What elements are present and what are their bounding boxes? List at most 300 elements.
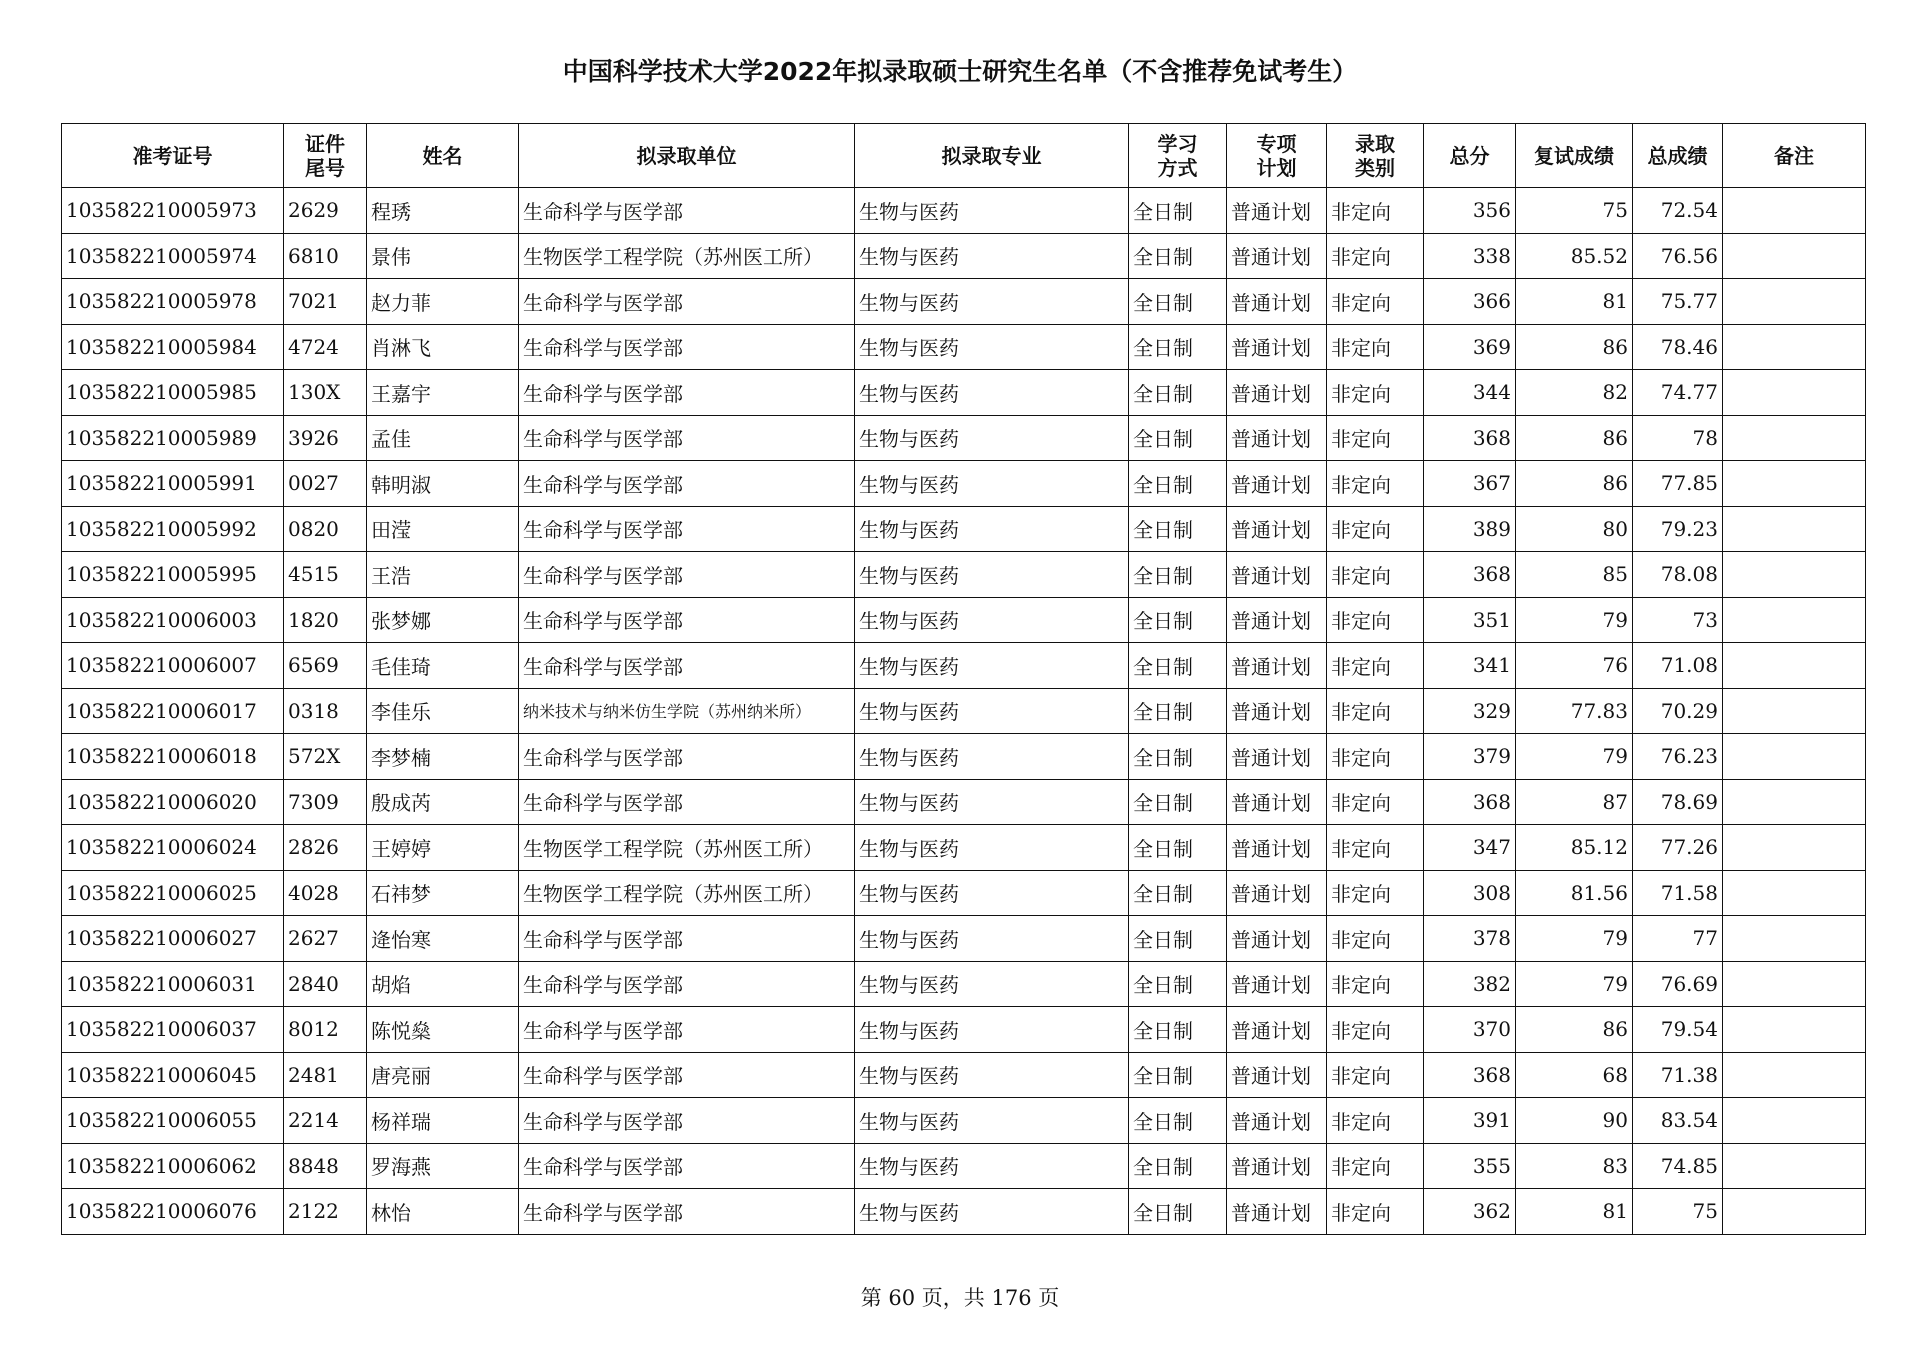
cell-unit: 生命科学与医学部 <box>519 188 855 234</box>
cell-category: 非定向 <box>1327 324 1424 370</box>
cell-id-suffix: 572X <box>284 734 367 780</box>
cell-overall: 77 <box>1633 916 1723 962</box>
cell-category: 非定向 <box>1327 279 1424 325</box>
header-category: 录取 类别 <box>1327 124 1424 188</box>
cell-total: 368 <box>1424 1052 1516 1098</box>
cell-plan: 普通计划 <box>1227 233 1327 279</box>
cell-name: 陈悦燊 <box>367 1007 519 1053</box>
cell-unit: 生命科学与医学部 <box>519 370 855 416</box>
cell-major: 生物与医药 <box>855 961 1129 1007</box>
cell-retest: 83 <box>1516 1143 1633 1189</box>
cell-id-suffix: 3926 <box>284 415 367 461</box>
admission-table <box>61 123 1866 1235</box>
cell-retest: 87 <box>1516 779 1633 825</box>
table-row <box>62 188 1866 234</box>
cell-note <box>1723 870 1866 916</box>
table-row <box>62 779 1866 825</box>
cell-total: 368 <box>1424 779 1516 825</box>
cell-id-suffix: 7309 <box>284 779 367 825</box>
cell-mode: 全日制 <box>1129 870 1227 916</box>
cell-ticket: 103582210006031 <box>62 961 284 1007</box>
cell-ticket: 103582210006076 <box>62 1189 284 1235</box>
cell-category: 非定向 <box>1327 370 1424 416</box>
cell-plan: 普通计划 <box>1227 370 1327 416</box>
cell-plan: 普通计划 <box>1227 1143 1327 1189</box>
cell-category: 非定向 <box>1327 779 1424 825</box>
header-name: 姓名 <box>367 124 519 188</box>
cell-overall: 72.54 <box>1633 188 1723 234</box>
cell-plan: 普通计划 <box>1227 779 1327 825</box>
cell-ticket: 103582210006025 <box>62 870 284 916</box>
cell-retest: 77.83 <box>1516 688 1633 734</box>
cell-id-suffix: 0318 <box>284 688 367 734</box>
cell-major: 生物与医药 <box>855 643 1129 689</box>
table-row <box>62 643 1866 689</box>
cell-total: 369 <box>1424 324 1516 370</box>
cell-plan: 普通计划 <box>1227 688 1327 734</box>
cell-note <box>1723 1098 1866 1144</box>
cell-mode: 全日制 <box>1129 825 1227 871</box>
cell-mode: 全日制 <box>1129 1143 1227 1189</box>
cell-unit: 生命科学与医学部 <box>519 1052 855 1098</box>
cell-overall: 71.08 <box>1633 643 1723 689</box>
table-row <box>62 461 1866 507</box>
cell-plan: 普通计划 <box>1227 1052 1327 1098</box>
cell-overall: 75.77 <box>1633 279 1723 325</box>
cell-total: 368 <box>1424 552 1516 598</box>
cell-plan: 普通计划 <box>1227 324 1327 370</box>
cell-unit: 生命科学与医学部 <box>519 1007 855 1053</box>
cell-plan: 普通计划 <box>1227 1189 1327 1235</box>
table-row <box>62 1007 1866 1053</box>
cell-id-suffix: 8012 <box>284 1007 367 1053</box>
cell-retest: 86 <box>1516 415 1633 461</box>
cell-plan: 普通计划 <box>1227 461 1327 507</box>
cell-id-suffix: 2840 <box>284 961 367 1007</box>
cell-total: 378 <box>1424 916 1516 962</box>
cell-category: 非定向 <box>1327 1143 1424 1189</box>
cell-major: 生物与医药 <box>855 506 1129 552</box>
cell-note <box>1723 506 1866 552</box>
cell-name: 逄怡寒 <box>367 916 519 962</box>
cell-unit: 生命科学与医学部 <box>519 734 855 780</box>
cell-overall: 79.54 <box>1633 1007 1723 1053</box>
cell-major: 生物与医药 <box>855 734 1129 780</box>
cell-category: 非定向 <box>1327 188 1424 234</box>
table-row <box>62 688 1866 734</box>
cell-plan: 普通计划 <box>1227 552 1327 598</box>
cell-unit: 生命科学与医学部 <box>519 1098 855 1144</box>
cell-ticket: 103582210005995 <box>62 552 284 598</box>
cell-major: 生物与医药 <box>855 233 1129 279</box>
cell-plan: 普通计划 <box>1227 1098 1327 1144</box>
cell-ticket: 103582210006007 <box>62 643 284 689</box>
table-row <box>62 1098 1866 1144</box>
cell-note <box>1723 1052 1866 1098</box>
cell-name: 胡焰 <box>367 961 519 1007</box>
cell-note <box>1723 1143 1866 1189</box>
cell-plan: 普通计划 <box>1227 643 1327 689</box>
cell-mode: 全日制 <box>1129 324 1227 370</box>
cell-note <box>1723 188 1866 234</box>
cell-major: 生物与医药 <box>855 324 1129 370</box>
header-retest: 复试成绩 <box>1516 124 1633 188</box>
cell-note <box>1723 461 1866 507</box>
cell-category: 非定向 <box>1327 1052 1424 1098</box>
cell-overall: 78.46 <box>1633 324 1723 370</box>
header-unit: 拟录取单位 <box>519 124 855 188</box>
cell-ticket: 103582210006027 <box>62 916 284 962</box>
cell-total: 366 <box>1424 279 1516 325</box>
cell-mode: 全日制 <box>1129 415 1227 461</box>
cell-category: 非定向 <box>1327 1098 1424 1144</box>
cell-ticket: 103582210006062 <box>62 1143 284 1189</box>
cell-category: 非定向 <box>1327 461 1424 507</box>
cell-id-suffix: 2214 <box>284 1098 367 1144</box>
cell-mode: 全日制 <box>1129 552 1227 598</box>
cell-id-suffix: 2826 <box>284 825 367 871</box>
cell-name: 林怡 <box>367 1189 519 1235</box>
cell-retest: 81 <box>1516 279 1633 325</box>
cell-name: 韩明淑 <box>367 461 519 507</box>
header-major: 拟录取专业 <box>855 124 1129 188</box>
cell-category: 非定向 <box>1327 1007 1424 1053</box>
header-total: 总分 <box>1424 124 1516 188</box>
cell-major: 生物与医药 <box>855 461 1129 507</box>
cell-ticket: 103582210005973 <box>62 188 284 234</box>
cell-id-suffix: 0027 <box>284 461 367 507</box>
cell-total: 370 <box>1424 1007 1516 1053</box>
cell-plan: 普通计划 <box>1227 734 1327 780</box>
cell-plan: 普通计划 <box>1227 415 1327 461</box>
cell-total: 362 <box>1424 1189 1516 1235</box>
cell-ticket: 103582210006003 <box>62 597 284 643</box>
cell-ticket: 103582210005989 <box>62 415 284 461</box>
table-row <box>62 1052 1866 1098</box>
cell-overall: 78 <box>1633 415 1723 461</box>
cell-note <box>1723 1189 1866 1235</box>
cell-ticket: 103582210006055 <box>62 1098 284 1144</box>
cell-major: 生物与医药 <box>855 370 1129 416</box>
cell-category: 非定向 <box>1327 961 1424 1007</box>
cell-unit: 生命科学与医学部 <box>519 415 855 461</box>
cell-id-suffix: 4028 <box>284 870 367 916</box>
cell-major: 生物与医药 <box>855 916 1129 962</box>
cell-overall: 78.08 <box>1633 552 1723 598</box>
cell-retest: 79 <box>1516 916 1633 962</box>
table-row <box>62 324 1866 370</box>
cell-id-suffix: 2627 <box>284 916 367 962</box>
cell-overall: 77.85 <box>1633 461 1723 507</box>
cell-retest: 85.52 <box>1516 233 1633 279</box>
cell-category: 非定向 <box>1327 688 1424 734</box>
cell-major: 生物与医药 <box>855 597 1129 643</box>
cell-mode: 全日制 <box>1129 779 1227 825</box>
table-header-row <box>62 124 1866 188</box>
cell-note <box>1723 643 1866 689</box>
cell-unit: 生命科学与医学部 <box>519 279 855 325</box>
cell-category: 非定向 <box>1327 552 1424 598</box>
cell-unit: 纳米技术与纳米仿生学院（苏州纳米所） <box>519 688 855 734</box>
cell-total: 356 <box>1424 188 1516 234</box>
cell-unit: 生命科学与医学部 <box>519 1189 855 1235</box>
cell-mode: 全日制 <box>1129 1189 1227 1235</box>
cell-id-suffix: 0820 <box>284 506 367 552</box>
cell-name: 王浩 <box>367 552 519 598</box>
cell-id-suffix: 130X <box>284 370 367 416</box>
cell-id-suffix: 1820 <box>284 597 367 643</box>
cell-mode: 全日制 <box>1129 233 1227 279</box>
cell-id-suffix: 4724 <box>284 324 367 370</box>
cell-overall: 71.38 <box>1633 1052 1723 1098</box>
cell-name: 王婷婷 <box>367 825 519 871</box>
cell-plan: 普通计划 <box>1227 825 1327 871</box>
cell-retest: 81 <box>1516 1189 1633 1235</box>
cell-major: 生物与医药 <box>855 1098 1129 1144</box>
cell-category: 非定向 <box>1327 506 1424 552</box>
cell-major: 生物与医药 <box>855 688 1129 734</box>
cell-total: 308 <box>1424 870 1516 916</box>
cell-retest: 85 <box>1516 552 1633 598</box>
cell-total: 367 <box>1424 461 1516 507</box>
cell-unit: 生物医学工程学院（苏州医工所） <box>519 825 855 871</box>
cell-overall: 76.23 <box>1633 734 1723 780</box>
cell-total: 391 <box>1424 1098 1516 1144</box>
table-row <box>62 233 1866 279</box>
cell-category: 非定向 <box>1327 1189 1424 1235</box>
cell-major: 生物与医药 <box>855 415 1129 461</box>
cell-plan: 普通计划 <box>1227 279 1327 325</box>
cell-id-suffix: 8848 <box>284 1143 367 1189</box>
header-plan: 专项 计划 <box>1227 124 1327 188</box>
cell-unit: 生物医学工程学院（苏州医工所） <box>519 870 855 916</box>
cell-overall: 76.69 <box>1633 961 1723 1007</box>
cell-name: 肖淋飞 <box>367 324 519 370</box>
table-row <box>62 870 1866 916</box>
cell-name: 殷成芮 <box>367 779 519 825</box>
cell-name: 王嘉宇 <box>367 370 519 416</box>
cell-major: 生物与医药 <box>855 552 1129 598</box>
cell-plan: 普通计划 <box>1227 870 1327 916</box>
cell-total: 347 <box>1424 825 1516 871</box>
cell-name: 张梦娜 <box>367 597 519 643</box>
cell-category: 非定向 <box>1327 643 1424 689</box>
cell-id-suffix: 7021 <box>284 279 367 325</box>
cell-name: 李佳乐 <box>367 688 519 734</box>
cell-retest: 79 <box>1516 961 1633 1007</box>
cell-note <box>1723 233 1866 279</box>
cell-major: 生物与医药 <box>855 779 1129 825</box>
cell-plan: 普通计划 <box>1227 1007 1327 1053</box>
cell-id-suffix: 2122 <box>284 1189 367 1235</box>
cell-retest: 86 <box>1516 324 1633 370</box>
cell-plan: 普通计划 <box>1227 188 1327 234</box>
cell-overall: 83.54 <box>1633 1098 1723 1144</box>
cell-major: 生物与医药 <box>855 188 1129 234</box>
cell-note <box>1723 415 1866 461</box>
table-row <box>62 734 1866 780</box>
cell-name: 李梦楠 <box>367 734 519 780</box>
cell-name: 赵力菲 <box>367 279 519 325</box>
cell-overall: 74.77 <box>1633 370 1723 416</box>
cell-unit: 生命科学与医学部 <box>519 643 855 689</box>
table-row <box>62 961 1866 1007</box>
cell-ticket: 103582210005985 <box>62 370 284 416</box>
cell-unit: 生命科学与医学部 <box>519 324 855 370</box>
cell-ticket: 103582210006018 <box>62 734 284 780</box>
cell-note <box>1723 779 1866 825</box>
cell-mode: 全日制 <box>1129 1052 1227 1098</box>
table-row <box>62 552 1866 598</box>
table-row <box>62 825 1866 871</box>
cell-unit: 生物医学工程学院（苏州医工所） <box>519 233 855 279</box>
cell-overall: 73 <box>1633 597 1723 643</box>
cell-total: 338 <box>1424 233 1516 279</box>
cell-id-suffix: 4515 <box>284 552 367 598</box>
cell-mode: 全日制 <box>1129 1098 1227 1144</box>
cell-retest: 79 <box>1516 597 1633 643</box>
cell-note <box>1723 734 1866 780</box>
cell-name: 石祎梦 <box>367 870 519 916</box>
cell-retest: 90 <box>1516 1098 1633 1144</box>
cell-plan: 普通计划 <box>1227 597 1327 643</box>
cell-name: 毛佳琦 <box>367 643 519 689</box>
cell-mode: 全日制 <box>1129 597 1227 643</box>
cell-plan: 普通计划 <box>1227 916 1327 962</box>
cell-name: 杨祥瑞 <box>367 1098 519 1144</box>
cell-major: 生物与医药 <box>855 1189 1129 1235</box>
header-id-suffix: 证件 尾号 <box>284 124 367 188</box>
header-mode: 学习 方式 <box>1129 124 1227 188</box>
cell-category: 非定向 <box>1327 916 1424 962</box>
table-row <box>62 415 1866 461</box>
cell-retest: 80 <box>1516 506 1633 552</box>
cell-retest: 86 <box>1516 461 1633 507</box>
cell-retest: 85.12 <box>1516 825 1633 871</box>
cell-mode: 全日制 <box>1129 688 1227 734</box>
cell-total: 355 <box>1424 1143 1516 1189</box>
cell-mode: 全日制 <box>1129 370 1227 416</box>
cell-overall: 79.23 <box>1633 506 1723 552</box>
cell-id-suffix: 2629 <box>284 188 367 234</box>
cell-major: 生物与医药 <box>855 825 1129 871</box>
cell-category: 非定向 <box>1327 233 1424 279</box>
cell-mode: 全日制 <box>1129 916 1227 962</box>
cell-plan: 普通计划 <box>1227 506 1327 552</box>
cell-retest: 86 <box>1516 1007 1633 1053</box>
cell-retest: 75 <box>1516 188 1633 234</box>
cell-unit: 生命科学与医学部 <box>519 961 855 1007</box>
cell-total: 329 <box>1424 688 1516 734</box>
cell-name: 孟佳 <box>367 415 519 461</box>
cell-name: 唐亮丽 <box>367 1052 519 1098</box>
cell-retest: 79 <box>1516 734 1633 780</box>
cell-unit: 生命科学与医学部 <box>519 1143 855 1189</box>
cell-ticket: 103582210005992 <box>62 506 284 552</box>
table-row <box>62 916 1866 962</box>
cell-category: 非定向 <box>1327 415 1424 461</box>
cell-overall: 74.85 <box>1633 1143 1723 1189</box>
cell-overall: 71.58 <box>1633 870 1723 916</box>
header-note: 备注 <box>1723 124 1866 188</box>
cell-mode: 全日制 <box>1129 461 1227 507</box>
cell-retest: 76 <box>1516 643 1633 689</box>
table-row <box>62 370 1866 416</box>
cell-ticket: 103582210006045 <box>62 1052 284 1098</box>
cell-unit: 生命科学与医学部 <box>519 779 855 825</box>
cell-ticket: 103582210006017 <box>62 688 284 734</box>
cell-mode: 全日制 <box>1129 506 1227 552</box>
cell-retest: 68 <box>1516 1052 1633 1098</box>
cell-total: 341 <box>1424 643 1516 689</box>
header-ticket: 准考证号 <box>62 124 284 188</box>
cell-note <box>1723 825 1866 871</box>
cell-id-suffix: 6569 <box>284 643 367 689</box>
cell-note <box>1723 279 1866 325</box>
cell-category: 非定向 <box>1327 825 1424 871</box>
cell-mode: 全日制 <box>1129 734 1227 780</box>
cell-retest: 81.56 <box>1516 870 1633 916</box>
table-row <box>62 506 1866 552</box>
cell-ticket: 103582210005978 <box>62 279 284 325</box>
cell-overall: 70.29 <box>1633 688 1723 734</box>
cell-mode: 全日制 <box>1129 188 1227 234</box>
cell-name: 田滢 <box>367 506 519 552</box>
cell-unit: 生命科学与医学部 <box>519 597 855 643</box>
cell-plan: 普通计划 <box>1227 961 1327 1007</box>
cell-total: 379 <box>1424 734 1516 780</box>
table-row <box>62 279 1866 325</box>
cell-name: 罗海燕 <box>367 1143 519 1189</box>
cell-total: 382 <box>1424 961 1516 1007</box>
cell-note <box>1723 552 1866 598</box>
cell-mode: 全日制 <box>1129 961 1227 1007</box>
cell-note <box>1723 916 1866 962</box>
cell-note <box>1723 370 1866 416</box>
cell-note <box>1723 688 1866 734</box>
cell-retest: 82 <box>1516 370 1633 416</box>
cell-mode: 全日制 <box>1129 279 1227 325</box>
table-row <box>62 1189 1866 1235</box>
cell-major: 生物与医药 <box>855 1052 1129 1098</box>
cell-unit: 生命科学与医学部 <box>519 552 855 598</box>
cell-major: 生物与医药 <box>855 279 1129 325</box>
cell-major: 生物与医药 <box>855 1007 1129 1053</box>
cell-major: 生物与医药 <box>855 1143 1129 1189</box>
cell-mode: 全日制 <box>1129 1007 1227 1053</box>
document-title: 中国科学技术大学2022年拟录取硕士研究生名单（不含推荐免试考生） <box>562 57 1358 86</box>
cell-category: 非定向 <box>1327 734 1424 780</box>
cell-overall: 76.56 <box>1633 233 1723 279</box>
cell-id-suffix: 6810 <box>284 233 367 279</box>
cell-total: 351 <box>1424 597 1516 643</box>
cell-unit: 生命科学与医学部 <box>519 461 855 507</box>
cell-id-suffix: 2481 <box>284 1052 367 1098</box>
cell-note <box>1723 324 1866 370</box>
table-row <box>62 597 1866 643</box>
page-footer: 第 60 页，共 176 页 <box>860 1286 1060 1310</box>
cell-mode: 全日制 <box>1129 643 1227 689</box>
cell-ticket: 103582210005974 <box>62 233 284 279</box>
cell-note <box>1723 961 1866 1007</box>
cell-category: 非定向 <box>1327 870 1424 916</box>
cell-note <box>1723 1007 1866 1053</box>
cell-overall: 77.26 <box>1633 825 1723 871</box>
cell-ticket: 103582210006020 <box>62 779 284 825</box>
cell-unit: 生命科学与医学部 <box>519 916 855 962</box>
cell-ticket: 103582210006037 <box>62 1007 284 1053</box>
cell-total: 344 <box>1424 370 1516 416</box>
